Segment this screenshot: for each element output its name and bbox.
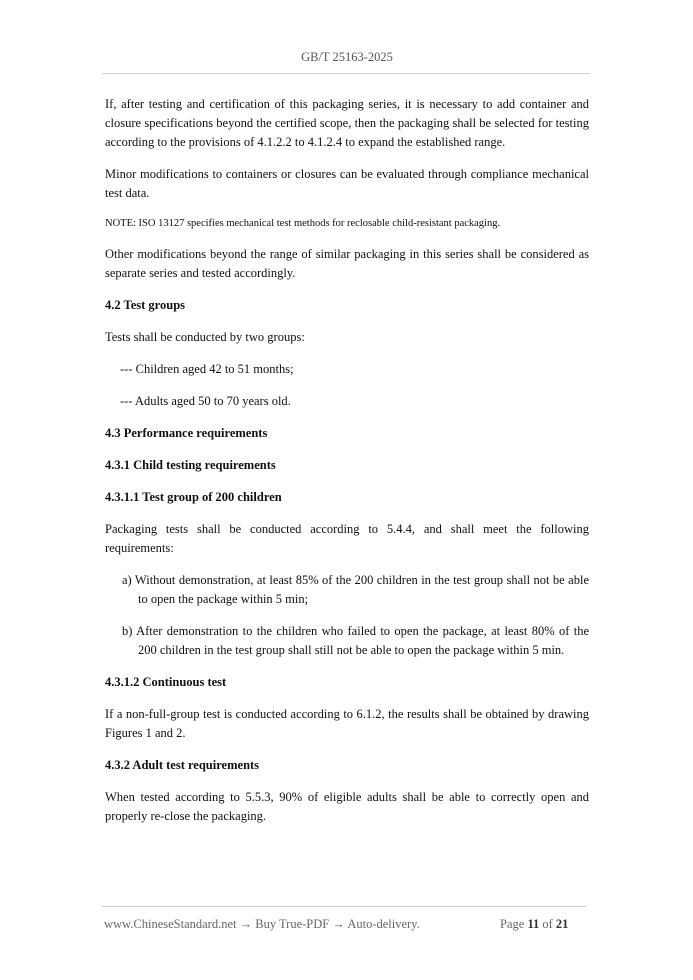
list-item-a: a) Without demonstration, at least 85% of the 200 children in the test group shall not be able to open the package within 5 min; (122, 573, 589, 606)
note-iso-13127: NOTE: ISO 13127 specifies mechanical test methods for reclosable child-resistant packaging. (105, 218, 501, 229)
heading-4-3-1-1: 4.3.1.1 Test group of 200 children (105, 490, 282, 504)
of-label: of (542, 917, 553, 931)
list-item-children: --- Children aged 42 to 51 months; (120, 362, 294, 376)
heading-4-3: 4.3 Performance requirements (105, 426, 268, 440)
paragraph-series-expansion: If, after testing and certification of this packaging series, it is necessary to add container and closure specifications beyond the certified scope, then the packaging shall be selected for testing according to the provisions of 4.1.2.2 to 4.1.2.4 to expand the established range. (105, 97, 589, 149)
heading-4-3-1: 4.3.1 Child testing requirements (105, 458, 276, 472)
delivery-text: Auto-delivery. (347, 917, 420, 931)
list-item-b: b) After demonstration to the children who failed to open the package, at least 80% of the 200 children in the test group shall still not be able to open the package within 5 min. (122, 624, 589, 657)
paragraph-packaging-tests: Packaging tests shall be conducted according to 5.4.4, and shall meet the following requirements: (105, 522, 589, 555)
standard-number: GB/T 25163-2025 (301, 50, 393, 64)
heading-4-2: 4.2 Test groups (105, 298, 186, 312)
paragraph-two-groups: Tests shall be conducted by two groups: (105, 330, 305, 344)
paragraph-minor-modifications: Minor modifications to containers or closures can be evaluated through compliance mechanical test data. (105, 167, 589, 200)
footer-promo (104, 917, 420, 932)
arrow-right-icon: → (332, 917, 345, 931)
buy-pdf-link[interactable]: Buy True-PDF (255, 917, 330, 931)
arrow-right-icon: → (239, 917, 253, 931)
page-body (105, 95, 589, 839)
heading-4-3-2: 4.3.2 Adult test requirements (105, 758, 260, 772)
page-label: Page (500, 917, 525, 931)
paragraph-adult-test: When tested according to 5.5.3, 90% of eligible adults shall be able to correctly open and properly re-close the packaging. (105, 790, 589, 823)
page-header (104, 50, 590, 65)
paragraph-other-modifications: Other modifications beyond the range of similar packaging in this series shall be considered as separate series and tested accordingly. (105, 247, 589, 280)
page-counter (500, 917, 568, 932)
footer-divider (102, 906, 586, 907)
header-divider (102, 73, 590, 74)
page-number: 11 (527, 917, 540, 931)
site-link[interactable]: www.ChineseStandard.net (104, 917, 237, 931)
heading-4-3-1-2: 4.3.1.2 Continuous test (105, 675, 227, 689)
list-item-adults: --- Adults aged 50 to 70 years old. (120, 394, 291, 408)
total-pages: 21 (555, 917, 569, 931)
paragraph-continuous-test: If a non-full-group test is conducted according to 6.1.2, the results shall be obtained by drawing Figures 1 and 2. (105, 707, 589, 740)
